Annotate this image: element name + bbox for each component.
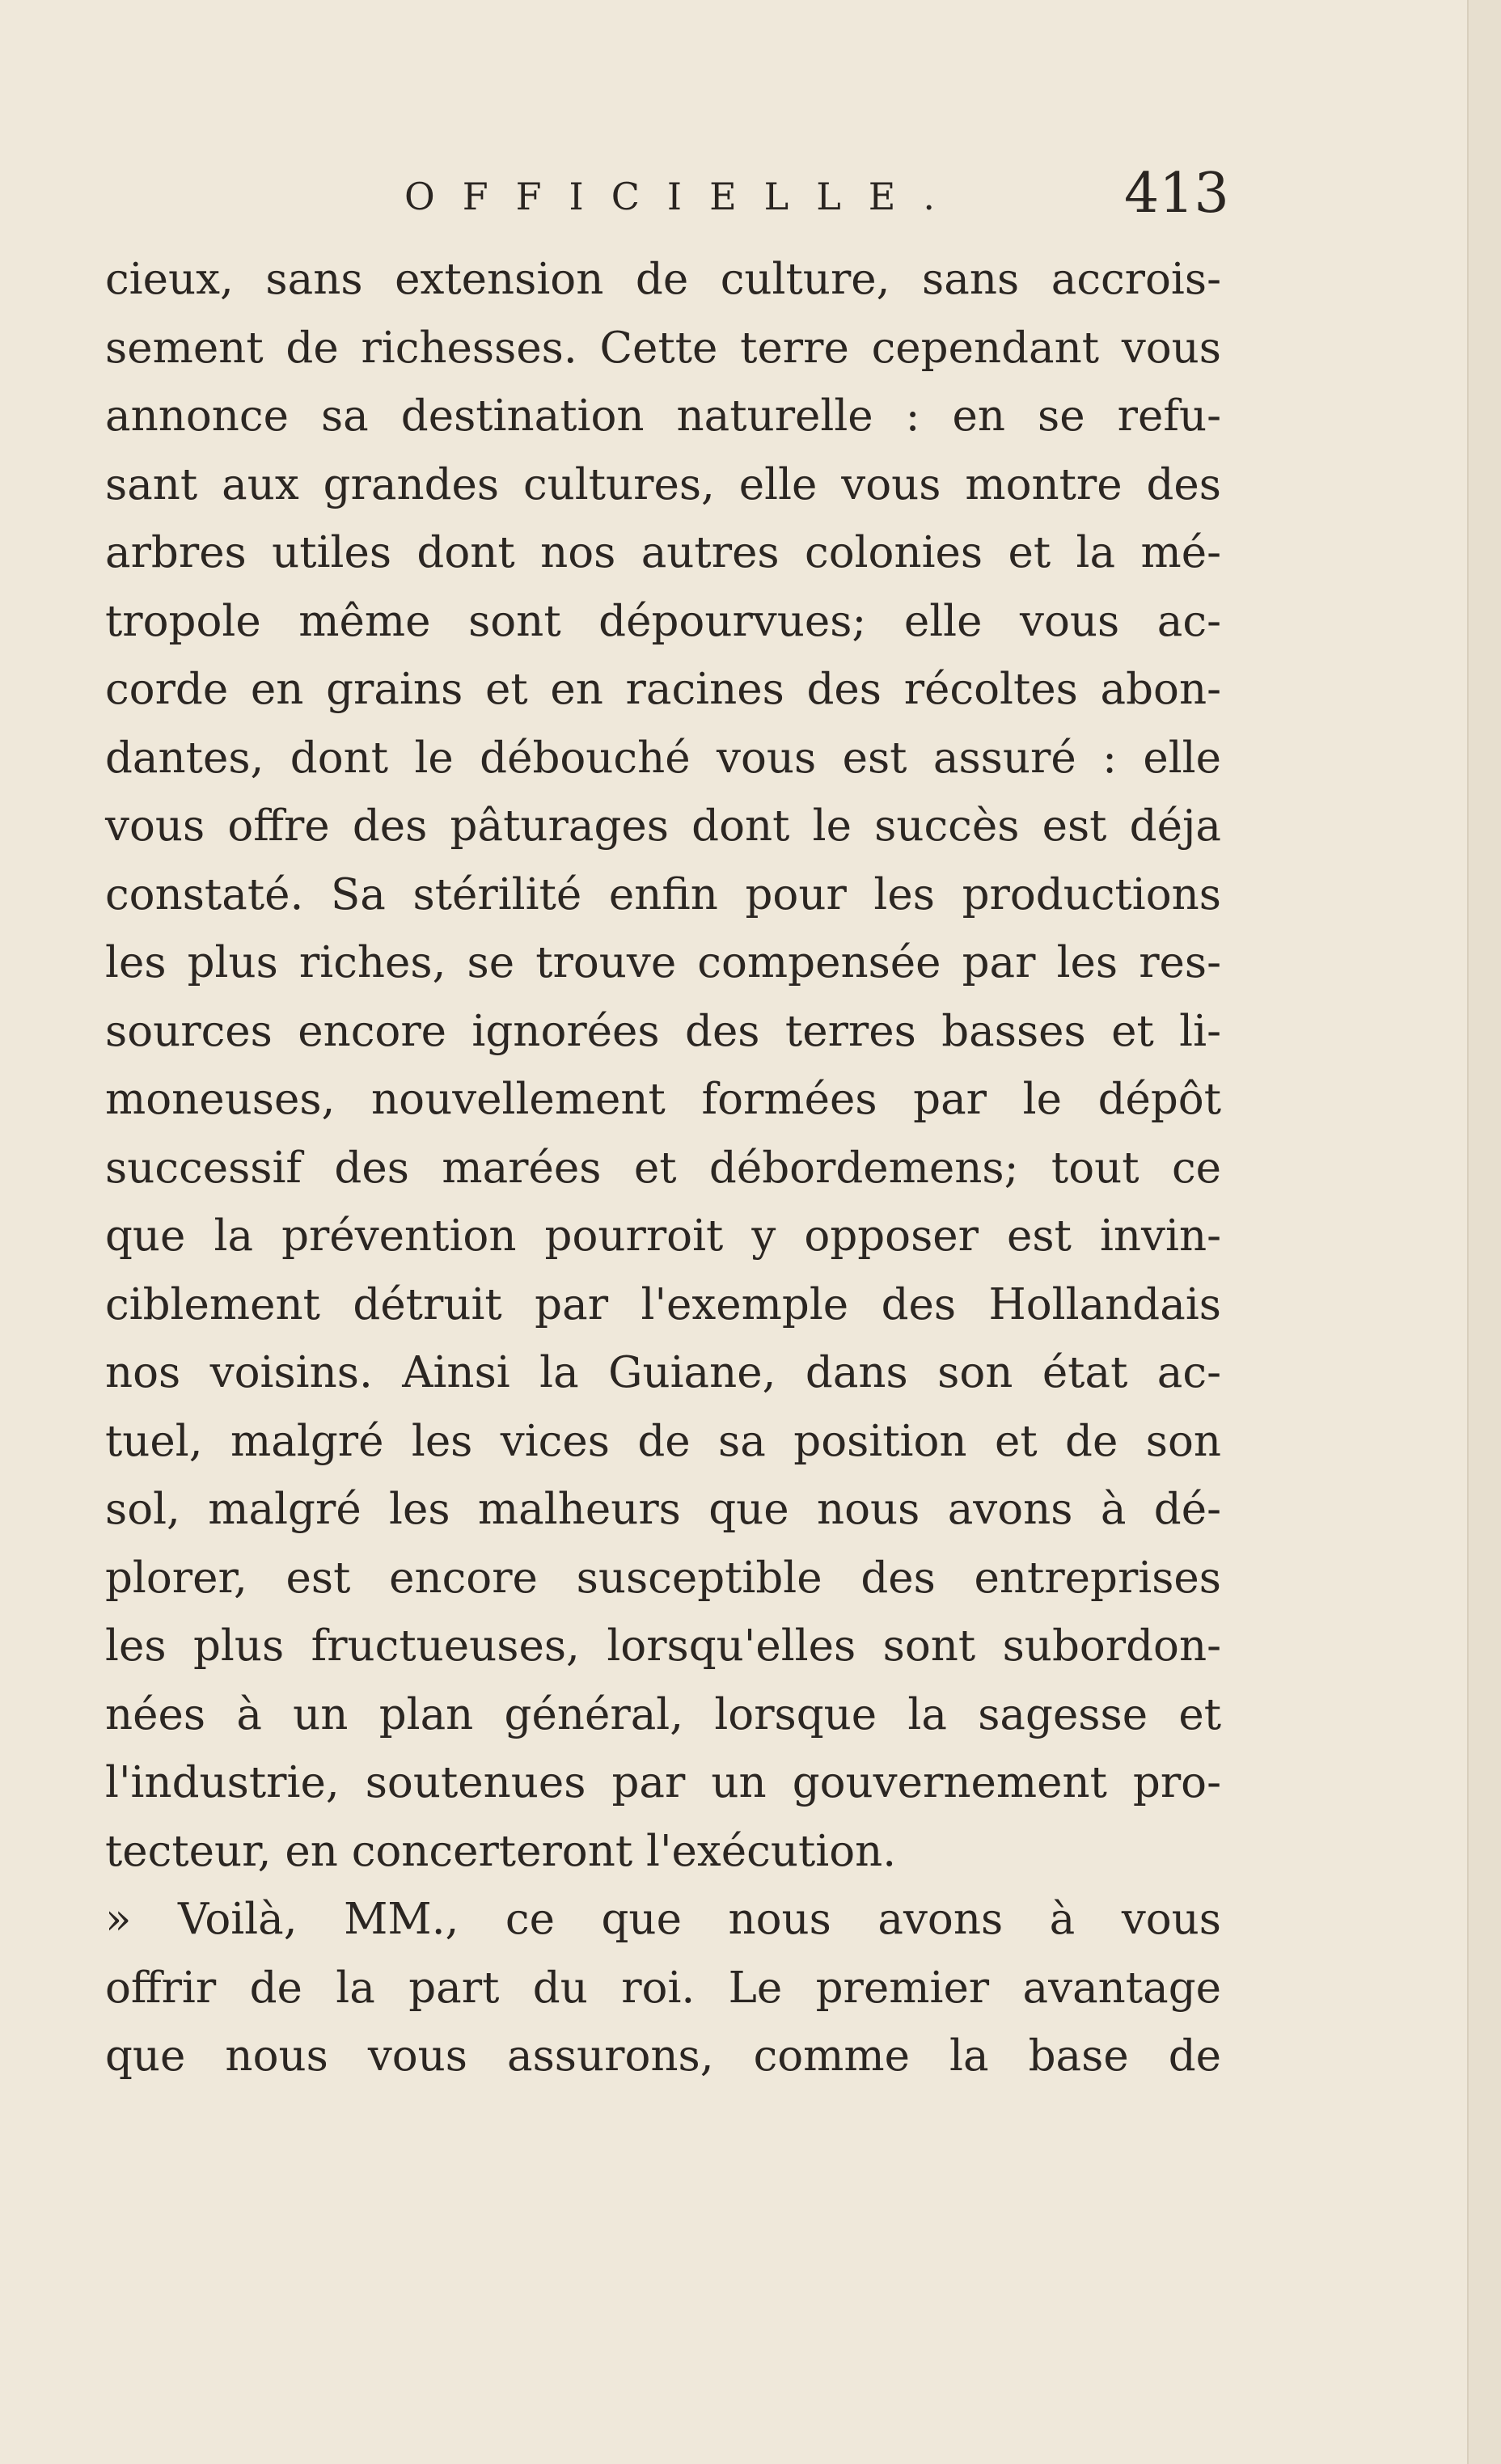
text-line: constaté. Sa stérilité enfin pour les productions (105, 869, 1221, 919)
text-line: nos voisins. Ainsi la Guiane, dans son état ac- (105, 1348, 1221, 1397)
text-line: moneuses, nouvellement formées par le dépôt (105, 1075, 1221, 1124)
text-line: annonce sa destination naturelle : en se refu- (105, 391, 1221, 441)
text-line: cieux, sans extension de culture, sans accrois- (105, 255, 1221, 304)
text-line: plorer, est encore susceptible des entreprises (105, 1553, 1221, 1603)
text-line: successif des marées et débordemens; tout ce (105, 1143, 1221, 1193)
text-line: corde en grains et en racines des récoltes abon- (105, 665, 1221, 714)
text-line: sources encore ignorées des terres basses et li- (105, 1006, 1221, 1056)
text-line: tuel, malgré les vices de sa position et de son (105, 1416, 1221, 1466)
text-line: que nous vous assurons, comme la base de (105, 2031, 1221, 2081)
text-line: vous offre des pâturages dont le succès est déja (105, 801, 1221, 851)
text-line: l'industrie, soutenues par un gouvernement pro- (105, 1758, 1221, 1807)
page-header (0, 162, 1501, 235)
text-line: sement de richesses. Cette terre cependant vous (105, 323, 1221, 373)
text-line: sant aux grandes cultures, elle vous montre des (105, 459, 1221, 509)
text-line: sol, malgré les malheurs que nous avons à dé- (105, 1485, 1221, 1534)
text-line: arbres utiles dont nos autres colonies et la mé- (105, 528, 1221, 577)
page-edge (1467, 0, 1501, 2464)
text-line: les plus fructueuses, lorsqu'elles sont subordon- (105, 1621, 1221, 1671)
text-line: nées à un plan général, lorsque la sagesse et (105, 1689, 1221, 1739)
page-number: 413 (1124, 162, 1229, 226)
text-line: que la prévention pourroit y opposer est invin- (105, 1211, 1221, 1261)
running-head: OFFICIELLE. (404, 175, 962, 218)
text-line: dantes, dont le débouché vous est assuré : elle (105, 733, 1221, 783)
text-line: ciblement détruit par l'exemple des Hollandais (105, 1279, 1221, 1329)
text-line: tropole même sont dépourvues; elle vous ac- (105, 596, 1221, 646)
text-line: tecteur, en concerteront l'exécution. (105, 1826, 897, 1876)
text-line: les plus riches, se trouve compensée par les res- (105, 938, 1221, 987)
text-line: » Voilà, MM., ce que nous avons à vous (105, 1895, 1221, 1944)
body-text (105, 246, 1221, 2091)
text-line: offrir de la part du roi. Le premier avantage (105, 1963, 1221, 2013)
